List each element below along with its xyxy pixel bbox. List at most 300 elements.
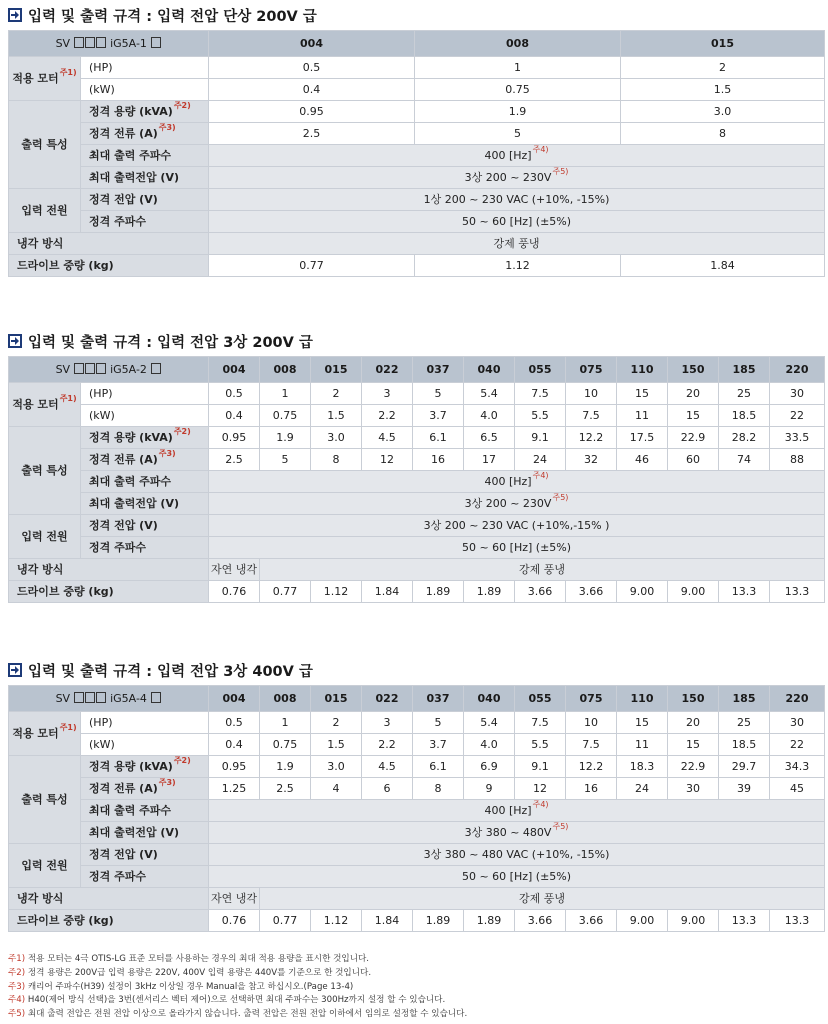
value-cell: 30 (770, 712, 825, 734)
value-cell: 3.66 (566, 581, 617, 603)
placeholder-box-icon (96, 692, 106, 703)
footnote-marker: 주3) (158, 448, 176, 458)
column-header: 110 (617, 357, 668, 383)
value-span-cell (209, 800, 825, 822)
placeholder-box-icon (96, 363, 106, 374)
value-text: 400 [Hz] (484, 148, 532, 162)
value-cell: 34.3 (770, 756, 825, 778)
footnote-tag: 주5) (8, 1009, 26, 1020)
value-cell: 1.89 (464, 910, 515, 932)
value-cell: 7.5 (566, 734, 617, 756)
row-label-cooling: 냉각 방식 (9, 888, 209, 910)
row-label-hp: (HP) (81, 57, 209, 79)
section-title (8, 4, 824, 26)
row-label-text: 정격 용량 (kVA) (89, 430, 173, 444)
table-row (9, 712, 825, 734)
value-cell: 1.12 (311, 581, 362, 603)
value-cell: 0.4 (209, 79, 415, 101)
value-cell: 11 (617, 405, 668, 427)
value-cell: 0.75 (260, 734, 311, 756)
value-text: 3상 200 ~ 230V (464, 496, 552, 510)
value-cell: 0.76 (209, 910, 260, 932)
table-row (9, 471, 825, 493)
group-label-output (9, 427, 81, 515)
model-suffix: iG5A-2 (110, 362, 147, 376)
row-label-kw: (kW) (81, 405, 209, 427)
section-title (8, 659, 824, 681)
value-cell: 0.95 (209, 101, 415, 123)
value-cell: 0.77 (209, 255, 415, 277)
value-cell: 5.5 (515, 734, 566, 756)
placeholder-box-icon (96, 37, 106, 48)
group-label-text: 출력 특성 (21, 463, 68, 477)
group-label-text: 입력 전원 (21, 529, 68, 543)
row-label-text: 정격 전류 (A) (89, 452, 158, 466)
column-header: 110 (617, 686, 668, 712)
footnote-marker: 주1) (59, 393, 77, 403)
value-cell: 12 (362, 449, 413, 471)
value-cell: 9.00 (668, 581, 719, 603)
value-cell: 1.12 (311, 910, 362, 932)
footnote-marker: 주4) (532, 144, 549, 154)
section-single-phase-200v (8, 4, 824, 277)
table-row (9, 211, 825, 233)
footnote-tag: 주4) (8, 995, 26, 1006)
table-row (9, 866, 825, 888)
value-cell: 0.76 (209, 581, 260, 603)
row-label-current (81, 449, 209, 471)
table-row (9, 189, 825, 211)
value-cell: 5.4 (464, 383, 515, 405)
row-label-hp: (HP) (81, 712, 209, 734)
value-cell: 3 (362, 383, 413, 405)
value-cell: 30 (668, 778, 719, 800)
value-cell: 25 (719, 383, 770, 405)
value-cell: 0.4 (209, 734, 260, 756)
value-cell: 5 (413, 383, 464, 405)
value-cell: 1.84 (621, 255, 825, 277)
row-label-max-volt: 최대 출력전압 (V) (81, 822, 209, 844)
value-cell: 20 (668, 383, 719, 405)
footnote-text: 적용 모터는 4극 OTIS-LG 표준 모터를 사용하는 경우의 최대 적용 용량을 표시한 것입니다. (27, 954, 370, 964)
value-cell: 2 (311, 383, 362, 405)
row-label-hp: (HP) (81, 383, 209, 405)
footnotes (8, 953, 824, 1022)
row-label-capacity (81, 101, 209, 123)
value-cell: 2 (311, 712, 362, 734)
footnote-marker: 주5) (552, 821, 569, 831)
value-cell: 0.5 (209, 57, 415, 79)
value-cell: 1 (260, 383, 311, 405)
table-row (9, 537, 825, 559)
header-row (9, 357, 825, 383)
value-cell: 3.0 (311, 756, 362, 778)
column-header: 055 (515, 357, 566, 383)
value-cell: 13.3 (770, 910, 825, 932)
value-cell: 3.7 (413, 405, 464, 427)
arrow-box-icon (8, 663, 22, 677)
value-cell: 12 (515, 778, 566, 800)
value-text: 400 [Hz] (484, 803, 532, 817)
table-row (9, 405, 825, 427)
column-header: 015 (311, 357, 362, 383)
column-header: 185 (719, 686, 770, 712)
footnote-marker: 주2) (173, 100, 191, 110)
value-cell: 25 (719, 712, 770, 734)
column-header: 004 (209, 686, 260, 712)
table-row (9, 888, 825, 910)
row-label-in-volt: 정격 전압 (V) (81, 515, 209, 537)
placeholder-box-icon (151, 692, 161, 703)
arrow-box-icon (8, 8, 22, 22)
row-label-text: 정격 전류 (A) (89, 126, 158, 140)
row-label-current (81, 778, 209, 800)
value-cell: 2.2 (362, 405, 413, 427)
value-cell: 1 (260, 712, 311, 734)
row-label-in-freq: 정격 주파수 (81, 866, 209, 888)
row-label-in-freq: 정격 주파수 (81, 211, 209, 233)
table-row (9, 734, 825, 756)
row-label-capacity (81, 756, 209, 778)
placeholder-box-icon (85, 363, 95, 374)
spec-table (8, 356, 825, 603)
value-cell: 46 (617, 449, 668, 471)
value-cell: 11 (617, 734, 668, 756)
value-cell: 6 (362, 778, 413, 800)
footnote-text: 최대 출력 전압은 전원 전압 이상으로 올라가지 않습니다. 출력 전압은 전원 전압 이하에서 임의로 설정할 수 있습니다. (27, 1009, 468, 1020)
table-row (9, 559, 825, 581)
group-label-text: 적용 모터 (12, 397, 59, 411)
value-span-cell: 강제 풍냉 (260, 888, 825, 910)
table-row (9, 449, 825, 471)
value-cell: 9 (464, 778, 515, 800)
value-cell: 9.1 (515, 427, 566, 449)
value-span-cell: 강제 풍냉 (260, 559, 825, 581)
group-label-output (9, 756, 81, 844)
footnote-line (8, 953, 824, 967)
row-label-text: 정격 용량 (kVA) (89, 759, 173, 773)
footnote-text: 캐리어 주파수(H39) 설정이 3kHz 이상일 경우 Manual을 참고 하십시오.(Page 13-4) (27, 981, 354, 992)
value-cell: 1.9 (260, 427, 311, 449)
table-row (9, 800, 825, 822)
section-three-phase-400v (8, 659, 824, 932)
column-header: 015 (311, 686, 362, 712)
value-span-cell: 1상 200 ~ 230 VAC (+10%, -15%) (209, 189, 825, 211)
table-row (9, 383, 825, 405)
footnote-marker: 주5) (552, 166, 569, 176)
value-cell: 1.25 (209, 778, 260, 800)
placeholder-box-icon (151, 37, 161, 48)
value-span-cell: 3상 200 ~ 230 VAC (+10%,-15% ) (209, 515, 825, 537)
value-cell: 6.5 (464, 427, 515, 449)
footnote-marker: 주2) (173, 755, 191, 765)
row-label-max-freq: 최대 출력 주파수 (81, 145, 209, 167)
section-title-text: 입력 및 출력 규격 : 입력 전압 3상 400V 급 (28, 663, 313, 680)
placeholder-box-icon (85, 37, 95, 48)
value-cell: 18.5 (719, 405, 770, 427)
header-row (9, 686, 825, 712)
footnote-marker: 주3) (158, 122, 176, 132)
table-row (9, 778, 825, 800)
group-label-text: 출력 특성 (21, 792, 68, 806)
table-row (9, 255, 825, 277)
section-title-text: 입력 및 출력 규격 : 입력 전압 단상 200V 급 (28, 8, 317, 25)
value-cell: 0.77 (260, 581, 311, 603)
column-header: 008 (415, 31, 621, 57)
column-header: 150 (668, 357, 719, 383)
table-row (9, 101, 825, 123)
value-cell: 4.5 (362, 756, 413, 778)
row-label-weight: 드라이브 중량 (kg) (9, 910, 209, 932)
column-header: 008 (260, 357, 311, 383)
value-cell: 1.89 (413, 910, 464, 932)
value-cell: 7.5 (566, 405, 617, 427)
value-cell: 16 (413, 449, 464, 471)
value-cell: 39 (719, 778, 770, 800)
model-name-cell (9, 31, 209, 57)
placeholder-box-icon (74, 692, 84, 703)
value-cell: 12.2 (566, 427, 617, 449)
value-cell: 12.2 (566, 756, 617, 778)
value-cell: 3.7 (413, 734, 464, 756)
value-cell: 60 (668, 449, 719, 471)
value-cell: 45 (770, 778, 825, 800)
footnote-line (8, 981, 824, 995)
value-cell: 5 (413, 712, 464, 734)
header-row (9, 31, 825, 57)
footnote-line (8, 994, 824, 1008)
group-label-input (9, 515, 81, 559)
column-header: 040 (464, 357, 515, 383)
value-cell: 4.5 (362, 427, 413, 449)
placeholder-box-icon (151, 363, 161, 374)
footnote-text: H40(제어 방식 선택)을 3번(센서리스 벡터 제어)으로 선택하면 최대 주파수는 300Hz까지 설정 할 수 있습니다. (27, 995, 446, 1006)
value-cell: 3 (362, 712, 413, 734)
value-cell: 13.3 (719, 910, 770, 932)
group-label-input (9, 189, 81, 233)
table-row (9, 910, 825, 932)
value-cell: 15 (617, 712, 668, 734)
value-cell: 20 (668, 712, 719, 734)
value-cell: 32 (566, 449, 617, 471)
value-cell: 15 (668, 734, 719, 756)
group-label-text: 입력 전원 (21, 858, 68, 872)
value-cell: 9.00 (668, 910, 719, 932)
row-label-kw: (kW) (81, 79, 209, 101)
value-cell: 15 (617, 383, 668, 405)
row-label-max-freq: 최대 출력 주파수 (81, 471, 209, 493)
column-header: 004 (209, 357, 260, 383)
value-cell: 8 (413, 778, 464, 800)
value-cell: 8 (311, 449, 362, 471)
row-label-text: 정격 전류 (A) (89, 781, 158, 795)
group-label-motor (9, 57, 81, 101)
value-cell: 7.5 (515, 383, 566, 405)
value-cell: 0.75 (260, 405, 311, 427)
table-row (9, 123, 825, 145)
value-cell: 1.5 (311, 734, 362, 756)
section-title (8, 330, 824, 352)
value-cell: 5 (415, 123, 621, 145)
value-cell: 24 (617, 778, 668, 800)
table-row (9, 581, 825, 603)
value-span-cell (209, 145, 825, 167)
value-cell: 3.0 (311, 427, 362, 449)
value-cell: 1.5 (621, 79, 825, 101)
row-label-capacity (81, 427, 209, 449)
column-header: 150 (668, 686, 719, 712)
group-label-text: 적용 모터 (12, 726, 59, 740)
value-cell: 22 (770, 405, 825, 427)
value-cell: 1.9 (260, 756, 311, 778)
spec-table (8, 30, 825, 277)
value-cell: 30 (770, 383, 825, 405)
column-header: 037 (413, 686, 464, 712)
value-cell: 1 (415, 57, 621, 79)
footnote-marker: 주3) (158, 777, 176, 787)
value-span-cell: 50 ~ 60 [Hz] (±5%) (209, 537, 825, 559)
column-header: 040 (464, 686, 515, 712)
group-label-text: 적용 모터 (12, 71, 59, 85)
row-label-max-volt: 최대 출력전압 (V) (81, 493, 209, 515)
value-span-cell (209, 822, 825, 844)
value-span-cell (209, 167, 825, 189)
row-label-weight: 드라이브 중량 (kg) (9, 581, 209, 603)
column-header: 220 (770, 357, 825, 383)
value-cell: 0.75 (415, 79, 621, 101)
group-label-motor (9, 383, 81, 427)
value-cell: 0.95 (209, 756, 260, 778)
spec-table (8, 685, 825, 932)
model-suffix: iG5A-1 (110, 36, 147, 50)
value-cell: 5 (260, 449, 311, 471)
value-span-cell: 50 ~ 60 [Hz] (±5%) (209, 866, 825, 888)
value-cell: 22 (770, 734, 825, 756)
value-cell: 1.89 (464, 581, 515, 603)
value-cell: 17.5 (617, 427, 668, 449)
value-cell: 15 (668, 405, 719, 427)
placeholder-box-icon (74, 363, 84, 374)
value-cell: 24 (515, 449, 566, 471)
column-header: 075 (566, 357, 617, 383)
group-label-output (9, 101, 81, 189)
value-cell: 18.5 (719, 734, 770, 756)
value-cell: 13.3 (770, 581, 825, 603)
footnote-line (8, 1008, 824, 1022)
table-row (9, 515, 825, 537)
value-cell: 33.5 (770, 427, 825, 449)
value-cell: 28.2 (719, 427, 770, 449)
column-header: 022 (362, 686, 413, 712)
column-header: 015 (621, 31, 825, 57)
value-cell: 3.0 (621, 101, 825, 123)
row-label-in-volt: 정격 전압 (V) (81, 189, 209, 211)
arrow-box-icon (8, 334, 22, 348)
value-cell: 9.00 (617, 910, 668, 932)
column-header: 008 (260, 686, 311, 712)
value-cell: 2.5 (209, 449, 260, 471)
footnote-marker: 주1) (59, 67, 77, 77)
value-cell: 1.5 (311, 405, 362, 427)
value-cell: 8 (621, 123, 825, 145)
value-span-cell: 강제 풍냉 (209, 233, 825, 255)
row-label-cooling: 냉각 방식 (9, 559, 209, 581)
model-suffix: iG5A-4 (110, 691, 147, 705)
value-cell-natural: 자연 냉각 (209, 888, 260, 910)
value-cell: 6.1 (413, 427, 464, 449)
table-row (9, 57, 825, 79)
value-cell: 4.0 (464, 405, 515, 427)
row-label-in-volt: 정격 전압 (V) (81, 844, 209, 866)
value-cell: 6.9 (464, 756, 515, 778)
footnote-text: 정격 용량은 200V급 입력 용량은 220V, 400V 입력 용량은 440V를 기준으로 한 것입니다. (27, 967, 372, 978)
model-prefix: SV (55, 36, 71, 50)
table-row (9, 493, 825, 515)
group-label-input (9, 844, 81, 888)
table-row (9, 79, 825, 101)
value-text: 400 [Hz] (484, 474, 532, 488)
value-cell: 1.9 (415, 101, 621, 123)
placeholder-box-icon (74, 37, 84, 48)
value-text: 3상 380 ~ 480V (464, 825, 552, 839)
value-cell: 1.84 (362, 581, 413, 603)
value-cell: 4 (311, 778, 362, 800)
value-cell: 16 (566, 778, 617, 800)
value-cell: 10 (566, 383, 617, 405)
column-header: 075 (566, 686, 617, 712)
footnote-marker: 주5) (552, 492, 569, 502)
value-cell: 2.2 (362, 734, 413, 756)
value-cell: 17 (464, 449, 515, 471)
value-cell: 22.9 (668, 756, 719, 778)
column-header: 185 (719, 357, 770, 383)
row-label-text: 정격 용량 (kVA) (89, 104, 173, 118)
value-cell: 5.4 (464, 712, 515, 734)
model-name-cell (9, 357, 209, 383)
footnote-marker: 주4) (532, 470, 549, 480)
footnote-line (8, 967, 824, 981)
section-three-phase-200v (8, 330, 824, 603)
value-cell: 0.4 (209, 405, 260, 427)
value-text: 3상 200 ~ 230V (464, 170, 552, 184)
column-header: 022 (362, 357, 413, 383)
value-cell: 9.00 (617, 581, 668, 603)
value-cell: 13.3 (719, 581, 770, 603)
value-cell: 74 (719, 449, 770, 471)
value-span-cell (209, 471, 825, 493)
table-row (9, 167, 825, 189)
value-span-cell (209, 493, 825, 515)
group-label-text: 출력 특성 (21, 137, 68, 151)
value-cell: 3.66 (515, 910, 566, 932)
row-label-current (81, 123, 209, 145)
value-span-cell: 50 ~ 60 [Hz] (±5%) (209, 211, 825, 233)
value-cell: 0.77 (260, 910, 311, 932)
table-row (9, 427, 825, 449)
value-cell: 3.66 (515, 581, 566, 603)
footnote-tag: 주1) (8, 954, 26, 964)
value-cell: 3.66 (566, 910, 617, 932)
value-cell: 0.95 (209, 427, 260, 449)
value-cell-natural: 자연 냉각 (209, 559, 260, 581)
column-header: 055 (515, 686, 566, 712)
footnote-marker: 주1) (59, 722, 77, 732)
value-cell: 18.3 (617, 756, 668, 778)
footnote-tag: 주3) (8, 981, 26, 992)
model-name-cell (9, 686, 209, 712)
value-cell: 2.5 (260, 778, 311, 800)
value-cell: 6.1 (413, 756, 464, 778)
